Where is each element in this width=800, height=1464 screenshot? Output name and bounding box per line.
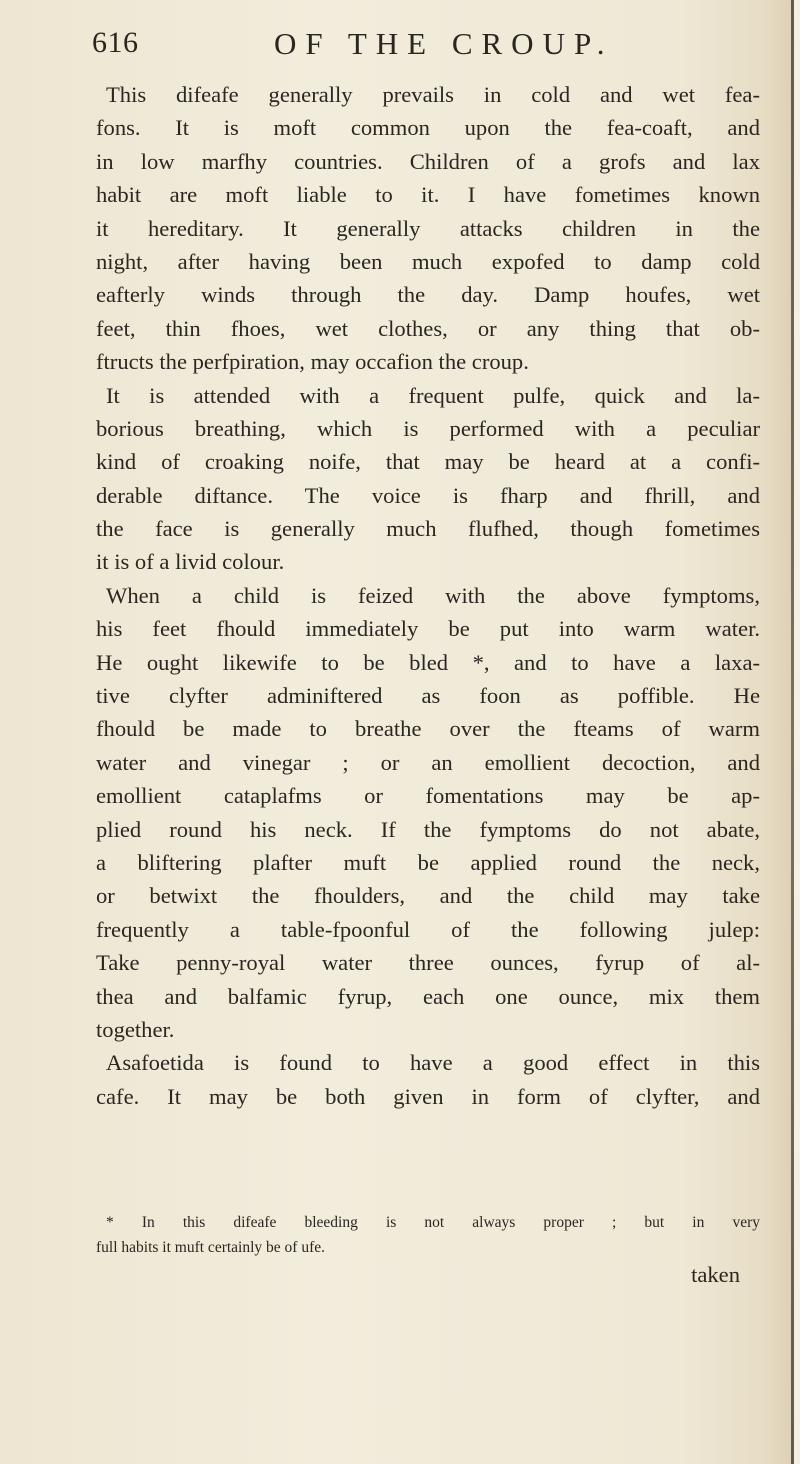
text-line: it is of a livid colour. (96, 549, 285, 575)
text-line: ftructs the perfpiration, may occafion the croup. (96, 349, 529, 375)
text-line: feet, thin fhoes, wet clothes, or any thing that ob- (96, 315, 760, 341)
text-line: his feet fhould immediately be put into warm water. (96, 616, 760, 642)
text-line: a bliftering plafter muft be applied round the neck, (96, 849, 760, 875)
text-line: It is attended with a frequent pulfe, quick and la- (106, 382, 760, 408)
footnote-line: * In this difeafe bleeding is not always proper ; but in very (106, 1214, 760, 1231)
text-line: This difeafe generally prevails in cold and wet fea- (106, 82, 760, 107)
text-line: Asafoetida is found to have a good effect in this (106, 1050, 760, 1076)
text-line: emollient cataplafms or fomentations may be ap- (96, 783, 760, 809)
text-line: eafterly winds through the day. Damp houfes, wet (96, 282, 760, 308)
text-line: fons. It is moft common upon the fea-coaft, and (96, 115, 760, 141)
text-line: derable diftance. The voice is fharp and fhrill, and (96, 482, 760, 508)
text-line: thea and balfamic fyrup, each one ounce, mix them (96, 983, 760, 1009)
text-line: or betwixt the fhoulders, and the child may take (96, 883, 760, 909)
text-line: borious breathing, which is performed with a peculiar (96, 415, 760, 441)
page-binding-shadow (791, 0, 794, 1464)
text-line: When a child is feized with the above fymptoms, (106, 582, 760, 608)
body-text (96, 78, 760, 1113)
text-line: the face is generally much flufhed, though fometimes (96, 516, 760, 542)
page-number: 616 (92, 26, 139, 59)
text-line: plied round his neck. If the fymptoms do not abate, (96, 816, 760, 842)
text-line: habit are moft liable to it. I have fometimes known (96, 182, 760, 208)
text-line: Take penny-royal water three ounces, fyrup of al- (96, 950, 760, 976)
footnote (96, 1210, 760, 1260)
text-line: water and vinegar ; or an emollient decoction, and (96, 749, 760, 775)
text-line: it hereditary. It generally attacks children in the (96, 215, 760, 241)
text-line: night, after having been much expofed to damp cold (96, 248, 760, 274)
text-line: He ought likewife to be bled *, and to have a laxa- (96, 649, 760, 675)
footnote-line: full habits it muft certainly be of ufe. (96, 1239, 325, 1256)
text-line: tive clyfter adminiftered as foon as poffible. He (96, 683, 760, 709)
text-line: cafe. It may be both given in form of clyfter, and (96, 1083, 760, 1109)
page-header (84, 14, 724, 74)
running-title: OF THE CROUP. (274, 26, 614, 61)
text-line: frequently a table-fpoonful of the following julep: (96, 916, 760, 942)
catchword: taken (691, 1262, 740, 1287)
page-edge (794, 0, 800, 1464)
text-line: fhould be made to breathe over the fteams of warm (96, 716, 760, 742)
text-line: kind of croaking noife, that may be heard at a confi- (96, 449, 760, 475)
text-line: together. (96, 1016, 175, 1042)
text-line: in low marfhy countries. Children of a grofs and lax (96, 148, 760, 174)
